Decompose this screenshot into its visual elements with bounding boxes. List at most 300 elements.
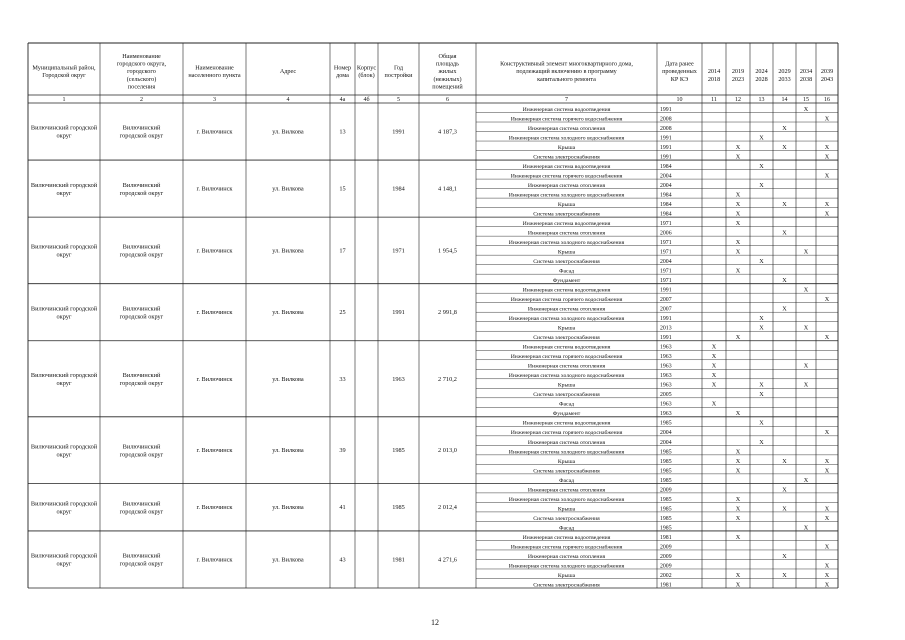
element-cell: Крыша <box>557 325 576 332</box>
settlement-cell: городской округ <box>119 451 164 459</box>
municipality-cell: округ <box>56 189 72 197</box>
period-mark: X <box>782 486 787 494</box>
locality-cell: г. Вилючинск <box>196 309 233 317</box>
prior-repair-date: 2002 <box>660 572 672 579</box>
house-number-cell: 43 <box>339 556 346 564</box>
header-prior: Дата ранее <box>665 60 694 68</box>
settlement-cell: городской округ <box>119 189 164 197</box>
column-number: 13 <box>758 97 765 103</box>
column-number: 4а <box>339 97 346 103</box>
prior-repair-date: 2005 <box>660 392 672 399</box>
prior-repair-date: 2007 <box>660 297 672 304</box>
period-mark: X <box>782 571 787 579</box>
prior-repair-date: 1971 <box>660 221 672 228</box>
area-cell: 4 271,6 <box>438 556 457 564</box>
municipality-cell: округ <box>56 560 72 568</box>
municipality-cell: округ <box>56 379 72 387</box>
prior-repair-date: 1963 <box>660 411 672 418</box>
element-cell: Инженерная система водоотведения <box>522 344 611 351</box>
period-mark: X <box>824 467 830 475</box>
municipality-cell: Вилючинский городской <box>30 371 98 379</box>
element-cell: Фасад <box>558 401 575 408</box>
element-cell: Инженерная система горячего водоснабжения <box>510 116 623 123</box>
element-cell: Инженерная система горячего водоснабжения <box>510 354 623 361</box>
settlement-cell: городской округ <box>119 251 164 259</box>
element-cell: Инженерная система холодного водоснабжения <box>508 240 625 247</box>
column-number: 12 <box>735 97 741 103</box>
period-mark: X <box>735 571 741 579</box>
header-element: подлежащий включению в программу <box>516 68 617 76</box>
prior-repair-date: 1963 <box>660 401 672 408</box>
period-mark: X <box>824 296 830 304</box>
element-cell: Фасад <box>558 477 575 484</box>
prior-repair-date: 2009 <box>660 563 672 570</box>
prior-repair-date: 2004 <box>660 259 672 266</box>
street-cell: ул. Вилкова <box>272 556 304 564</box>
prior-repair-date: 1991 <box>660 335 672 342</box>
period-mark: X <box>782 457 787 465</box>
header-period: 2023 <box>731 76 745 84</box>
header-municipality: Муниципальный район, <box>32 64 96 72</box>
header-area: помещений <box>432 83 463 91</box>
settlement-cell: Вилючинский <box>122 243 161 251</box>
header-municipality: Городской округ <box>42 71 86 79</box>
prior-repair-date: 1991 <box>660 154 672 161</box>
period-mark: X <box>824 571 830 579</box>
house-number-cell: 13 <box>339 128 346 136</box>
area-cell: 1 954,5 <box>438 247 457 255</box>
header-period: 2039 <box>820 68 834 76</box>
year-built-cell: 1963 <box>392 375 405 383</box>
period-mark: X <box>824 562 830 570</box>
settlement-cell: Вилючинский <box>122 552 161 560</box>
element-cell: Инженерная система холодного водоснабжения <box>508 563 625 570</box>
year-built-cell: 1991 <box>392 309 405 317</box>
prior-repair-date: 2008 <box>660 116 672 123</box>
period-mark: X <box>824 543 830 551</box>
column-number: 11 <box>711 97 717 103</box>
period-mark: X <box>824 514 830 522</box>
period-mark: X <box>711 400 717 408</box>
prior-repair-date: 1985 <box>660 515 672 522</box>
area-cell: 2 710,2 <box>438 375 457 383</box>
period-mark: X <box>824 201 830 209</box>
area-cell: 4 187,3 <box>438 128 457 136</box>
period-mark: X <box>735 505 741 513</box>
header-period: 2014 <box>707 68 721 76</box>
header-period: 2028 <box>755 76 768 84</box>
period-mark: X <box>803 324 809 332</box>
prior-repair-date: 1963 <box>660 373 672 380</box>
period-mark: X <box>735 495 741 503</box>
element-cell: Инженерная система горячего водоснабжения <box>510 544 623 551</box>
period-mark: X <box>735 239 741 247</box>
prior-repair-date: 1963 <box>660 382 672 389</box>
area-cell: 2 013,0 <box>438 447 457 455</box>
column-number: 4 <box>286 97 290 103</box>
period-mark: X <box>735 220 741 228</box>
settlement-cell: Вилючинский <box>122 124 161 132</box>
header-period: 2024 <box>755 68 768 76</box>
municipality-cell: Вилючинский городской <box>30 443 98 451</box>
column-number: 7 <box>565 97 568 103</box>
period-mark: X <box>735 191 741 199</box>
prior-repair-date: 1991 <box>660 287 672 294</box>
element-cell: Инженерная система холодного водоснабжения <box>508 496 625 503</box>
area-cell: 2 012,4 <box>438 504 457 512</box>
municipality-cell: Вилючинский городской <box>30 305 98 313</box>
element-cell: Крыша <box>557 202 576 209</box>
page-number: 12 <box>431 618 439 627</box>
street-cell: ул. Вилкова <box>272 447 304 455</box>
prior-repair-date: 2006 <box>660 230 672 237</box>
locality-cell: г. Вилючинск <box>196 128 233 136</box>
header-locality: населенного пункта <box>188 71 241 79</box>
settlement-cell: Вилючинский <box>122 500 161 508</box>
header-house: Номер <box>333 64 352 72</box>
prior-repair-date: 2013 <box>660 325 672 332</box>
prior-repair-date: 1984 <box>660 202 672 209</box>
column-number: 10 <box>676 97 683 103</box>
prior-repair-date: 1985 <box>660 420 672 427</box>
period-mark: X <box>759 438 764 446</box>
period-mark: X <box>735 143 741 151</box>
municipality-cell: Вилючинский городской <box>30 243 98 251</box>
column-number: 2 <box>140 97 143 103</box>
prior-repair-date: 2009 <box>660 553 672 560</box>
period-mark: X <box>735 533 741 541</box>
element-cell: Инженерная система водоотведения <box>522 106 611 113</box>
element-cell: Инженерная система отопления <box>527 182 606 189</box>
header-year: постройки <box>384 71 413 79</box>
period-mark: X <box>782 201 787 209</box>
year-built-cell: 1981 <box>392 556 405 564</box>
element-cell: Инженерная система холодного водоснабжения <box>508 135 625 142</box>
element-cell: Система электроснабжения <box>533 154 600 161</box>
element-cell: Система электроснабжения <box>533 468 600 475</box>
period-mark: X <box>735 467 741 475</box>
prior-repair-date: 1985 <box>660 525 672 532</box>
element-cell: Инженерная система водоотведения <box>522 420 611 427</box>
year-built-cell: 1971 <box>392 247 405 255</box>
municipality-cell: округ <box>56 251 72 259</box>
element-cell: Инженерная система отопления <box>527 230 606 237</box>
header-area: жилых <box>438 68 457 76</box>
element-cell: Крыша <box>557 144 576 151</box>
locality-cell: г. Вилючинск <box>196 556 233 564</box>
header-settlement: городского округа, <box>116 60 167 68</box>
prior-repair-date: 1971 <box>660 278 672 285</box>
element-cell: Фундамент <box>552 411 581 418</box>
element-cell: Инженерная система отопления <box>527 125 606 132</box>
municipality-cell: Вилючинский городской <box>30 552 98 560</box>
prior-repair-date: 1971 <box>660 249 672 256</box>
element-cell: Инженерная система холодного водоснабжения <box>508 316 625 323</box>
period-mark: X <box>803 248 809 256</box>
prior-repair-date: 1985 <box>660 477 672 484</box>
element-cell: Инженерная система отопления <box>527 439 606 446</box>
element-cell: Крыша <box>557 249 576 256</box>
prior-repair-date: 1963 <box>660 363 672 370</box>
header-settlement: поселения <box>127 83 156 91</box>
settlement-cell: городской округ <box>119 508 164 516</box>
column-number: 1 <box>62 97 66 103</box>
municipality-cell: Вилючинский городской <box>30 124 98 132</box>
element-cell: Система электроснабжения <box>533 515 600 522</box>
column-number: 15 <box>803 97 809 103</box>
settlement-cell: городской округ <box>119 132 164 140</box>
header-address: Адрес <box>279 68 297 76</box>
element-cell: Инженерная система холодного водоснабжения <box>508 373 625 380</box>
period-mark: X <box>803 362 809 370</box>
element-cell: Инженерная система горячего водоснабжения <box>510 173 623 180</box>
header-period: 2019 <box>731 68 745 76</box>
prior-repair-date: 1991 <box>660 135 672 142</box>
settlement-cell: Вилючинский <box>122 371 161 379</box>
prior-repair-date: 1985 <box>660 496 672 503</box>
street-cell: ул. Вилкова <box>272 504 304 512</box>
municipality-cell: округ <box>56 313 72 321</box>
column-number: 6 <box>446 97 449 103</box>
period-mark: X <box>735 334 741 342</box>
period-mark: X <box>735 514 741 522</box>
street-cell: ул. Вилкова <box>272 309 304 317</box>
period-mark: X <box>735 581 741 589</box>
locality-cell: г. Вилючинск <box>196 247 233 255</box>
period-mark: X <box>735 448 741 456</box>
element-cell: Инженерная система водоотведения <box>522 221 611 228</box>
header-period: 2029 <box>778 68 791 76</box>
house-number-cell: 17 <box>339 247 346 255</box>
prior-repair-date: 1981 <box>660 582 672 589</box>
period-mark: X <box>735 410 741 418</box>
period-mark: X <box>824 334 830 342</box>
house-number-cell: 39 <box>339 447 346 455</box>
period-mark: X <box>782 505 787 513</box>
period-mark: X <box>824 429 830 437</box>
period-mark: X <box>824 143 830 151</box>
header-element: Конструктивный элемент многоквартирного дома, <box>500 60 633 68</box>
period-mark: X <box>782 229 787 237</box>
period-mark: X <box>824 457 830 465</box>
element-cell: Инженерная система водоотведения <box>522 287 611 294</box>
element-cell: Система электроснабжения <box>533 335 600 342</box>
house-number-cell: 25 <box>339 309 346 317</box>
settlement-cell: городской округ <box>119 313 164 321</box>
prior-repair-date: 2009 <box>660 544 672 551</box>
header-area: площадь <box>436 60 459 68</box>
period-mark: X <box>711 343 717 351</box>
header-settlement: Наименование <box>122 52 161 60</box>
period-mark: X <box>782 305 787 313</box>
element-cell: Фасад <box>558 268 575 275</box>
element-cell: Инженерная система холодного водоснабжения <box>508 192 625 199</box>
settlement-cell: городской округ <box>119 379 164 387</box>
prior-repair-date: 2004 <box>660 182 672 189</box>
prior-repair-date: 2007 <box>660 306 672 313</box>
prior-repair-date: 1981 <box>660 534 672 541</box>
prior-repair-date: 1971 <box>660 240 672 247</box>
prior-repair-date: 1985 <box>660 458 672 465</box>
header-corpus: Корпус <box>356 64 377 72</box>
prior-repair-date: 1985 <box>660 506 672 513</box>
prior-repair-date: 1991 <box>660 144 672 151</box>
street-cell: ул. Вилкова <box>272 185 304 193</box>
header-element: капитального ремонта <box>537 75 596 83</box>
header-period: 2043 <box>820 76 834 84</box>
settlement-cell: Вилючинский <box>122 443 161 451</box>
header-house: дома <box>336 71 349 79</box>
period-mark: X <box>711 372 717 380</box>
period-mark: X <box>824 581 830 589</box>
settlement-cell: Вилючинский <box>122 305 161 313</box>
period-mark: X <box>782 143 787 151</box>
prior-repair-date: 1991 <box>660 316 672 323</box>
element-cell: Инженерная система водоотведения <box>522 163 611 170</box>
period-mark: X <box>759 381 764 389</box>
period-mark: X <box>759 419 764 427</box>
locality-cell: г. Вилючинск <box>196 185 233 193</box>
prior-repair-date: 2004 <box>660 439 672 446</box>
prior-repair-date: 1984 <box>660 192 672 199</box>
element-cell: Инженерная система холодного водоснабжения <box>508 449 625 456</box>
year-built-cell: 1984 <box>392 185 405 193</box>
period-mark: X <box>759 391 764 399</box>
period-mark: X <box>824 172 830 180</box>
header-settlement: городского <box>127 68 156 76</box>
element-cell: Инженерная система отопления <box>527 487 606 494</box>
element-cell: Система электроснабжения <box>533 582 600 589</box>
period-mark: X <box>711 362 717 370</box>
street-cell: ул. Вилкова <box>272 375 304 383</box>
element-cell: Крыша <box>557 572 576 579</box>
period-mark: X <box>759 315 764 323</box>
house-number-cell: 15 <box>339 185 346 193</box>
period-mark: X <box>782 277 787 285</box>
municipality-cell: Вилючинский городской <box>30 500 98 508</box>
prior-repair-date: 1963 <box>660 354 672 361</box>
column-number: 5 <box>397 97 400 103</box>
column-number: 16 <box>824 97 830 103</box>
period-mark: X <box>824 505 830 513</box>
header-corpus: (блок) <box>358 71 375 79</box>
period-mark: X <box>735 153 741 161</box>
column-number: 3 <box>213 97 216 103</box>
element-cell: Система электроснабжения <box>533 392 600 399</box>
prior-repair-date: 1971 <box>660 268 672 275</box>
period-mark: X <box>735 210 741 218</box>
period-mark: X <box>803 286 809 294</box>
period-mark: X <box>735 248 741 256</box>
period-mark: X <box>735 267 741 275</box>
header-prior: проведенных <box>662 68 697 76</box>
locality-cell: г. Вилючинск <box>196 375 233 383</box>
column-number: 4б <box>363 97 370 103</box>
settlement-cell: городской округ <box>119 560 164 568</box>
period-mark: X <box>803 105 809 113</box>
prior-repair-date: 1984 <box>660 163 672 170</box>
prior-repair-date: 2009 <box>660 487 672 494</box>
house-number-cell: 41 <box>339 504 346 512</box>
element-cell: Система электроснабжения <box>533 259 600 266</box>
element-cell: Фундамент <box>552 278 581 285</box>
prior-repair-date: 1984 <box>660 211 672 218</box>
prior-repair-date: 2008 <box>660 125 672 132</box>
header-period: 2034 <box>799 68 813 76</box>
prior-repair-date: 1963 <box>660 344 672 351</box>
element-cell: Инженерная система горячего водоснабжения <box>510 297 623 304</box>
column-number: 14 <box>781 97 788 103</box>
prior-repair-date: 2004 <box>660 173 672 180</box>
street-cell: ул. Вилкова <box>272 247 304 255</box>
period-mark: X <box>711 381 717 389</box>
municipality-cell: округ <box>56 132 72 140</box>
period-mark: X <box>782 124 787 132</box>
prior-repair-date: 2004 <box>660 430 672 437</box>
element-cell: Система электроснабжения <box>533 211 600 218</box>
prior-repair-date: 1991 <box>660 106 672 113</box>
header-period: 2038 <box>799 76 813 84</box>
street-cell: ул. Вилкова <box>272 128 304 136</box>
period-mark: X <box>759 134 764 142</box>
element-cell: Инженерная система отопления <box>527 553 606 560</box>
prior-repair-date: 1985 <box>660 449 672 456</box>
period-mark: X <box>735 201 741 209</box>
header-locality: Наименование <box>195 64 234 72</box>
period-mark: X <box>803 381 809 389</box>
locality-cell: г. Вилючинск <box>196 447 233 455</box>
period-mark: X <box>759 258 764 266</box>
header-period: 2033 <box>778 76 791 84</box>
element-cell: Крыша <box>557 458 576 465</box>
municipality-cell: Вилючинский городской <box>30 181 98 189</box>
element-cell: Инженерная система отопления <box>527 306 606 313</box>
year-built-cell: 1991 <box>392 128 405 136</box>
period-mark: X <box>824 153 830 161</box>
year-built-cell: 1985 <box>392 504 405 512</box>
element-cell: Инженерная система горячего водоснабжения <box>510 430 623 437</box>
locality-cell: г. Вилючинск <box>196 504 233 512</box>
period-mark: X <box>824 210 830 218</box>
header-period: 2018 <box>707 76 721 84</box>
area-cell: 4 148,1 <box>438 185 457 193</box>
period-mark: X <box>759 324 764 332</box>
period-mark: X <box>803 524 809 532</box>
period-mark: X <box>711 353 717 361</box>
header-prior: КР КЭ <box>670 75 689 83</box>
year-built-cell: 1985 <box>392 447 405 455</box>
period-mark: X <box>782 552 787 560</box>
house-number-cell: 33 <box>339 375 346 383</box>
period-mark: X <box>759 181 764 189</box>
prior-repair-date: 1985 <box>660 468 672 475</box>
period-mark: X <box>759 162 764 170</box>
header-area: (нежилых) <box>433 75 462 83</box>
period-mark: X <box>824 115 830 123</box>
element-cell: Инженерная система отопления <box>527 363 606 370</box>
element-cell: Крыша <box>557 382 576 389</box>
element-cell: Инженерная система водоотведения <box>522 534 611 541</box>
period-mark: X <box>735 457 741 465</box>
settlement-cell: Вилючинский <box>122 181 161 189</box>
municipality-cell: округ <box>56 451 72 459</box>
element-cell: Фасад <box>558 525 575 532</box>
municipality-cell: округ <box>56 508 72 516</box>
header-area: Общая <box>438 52 457 60</box>
area-cell: 2 991,8 <box>438 309 457 317</box>
header-settlement: (сельского) <box>126 75 157 83</box>
element-cell: Крыша <box>557 506 576 513</box>
